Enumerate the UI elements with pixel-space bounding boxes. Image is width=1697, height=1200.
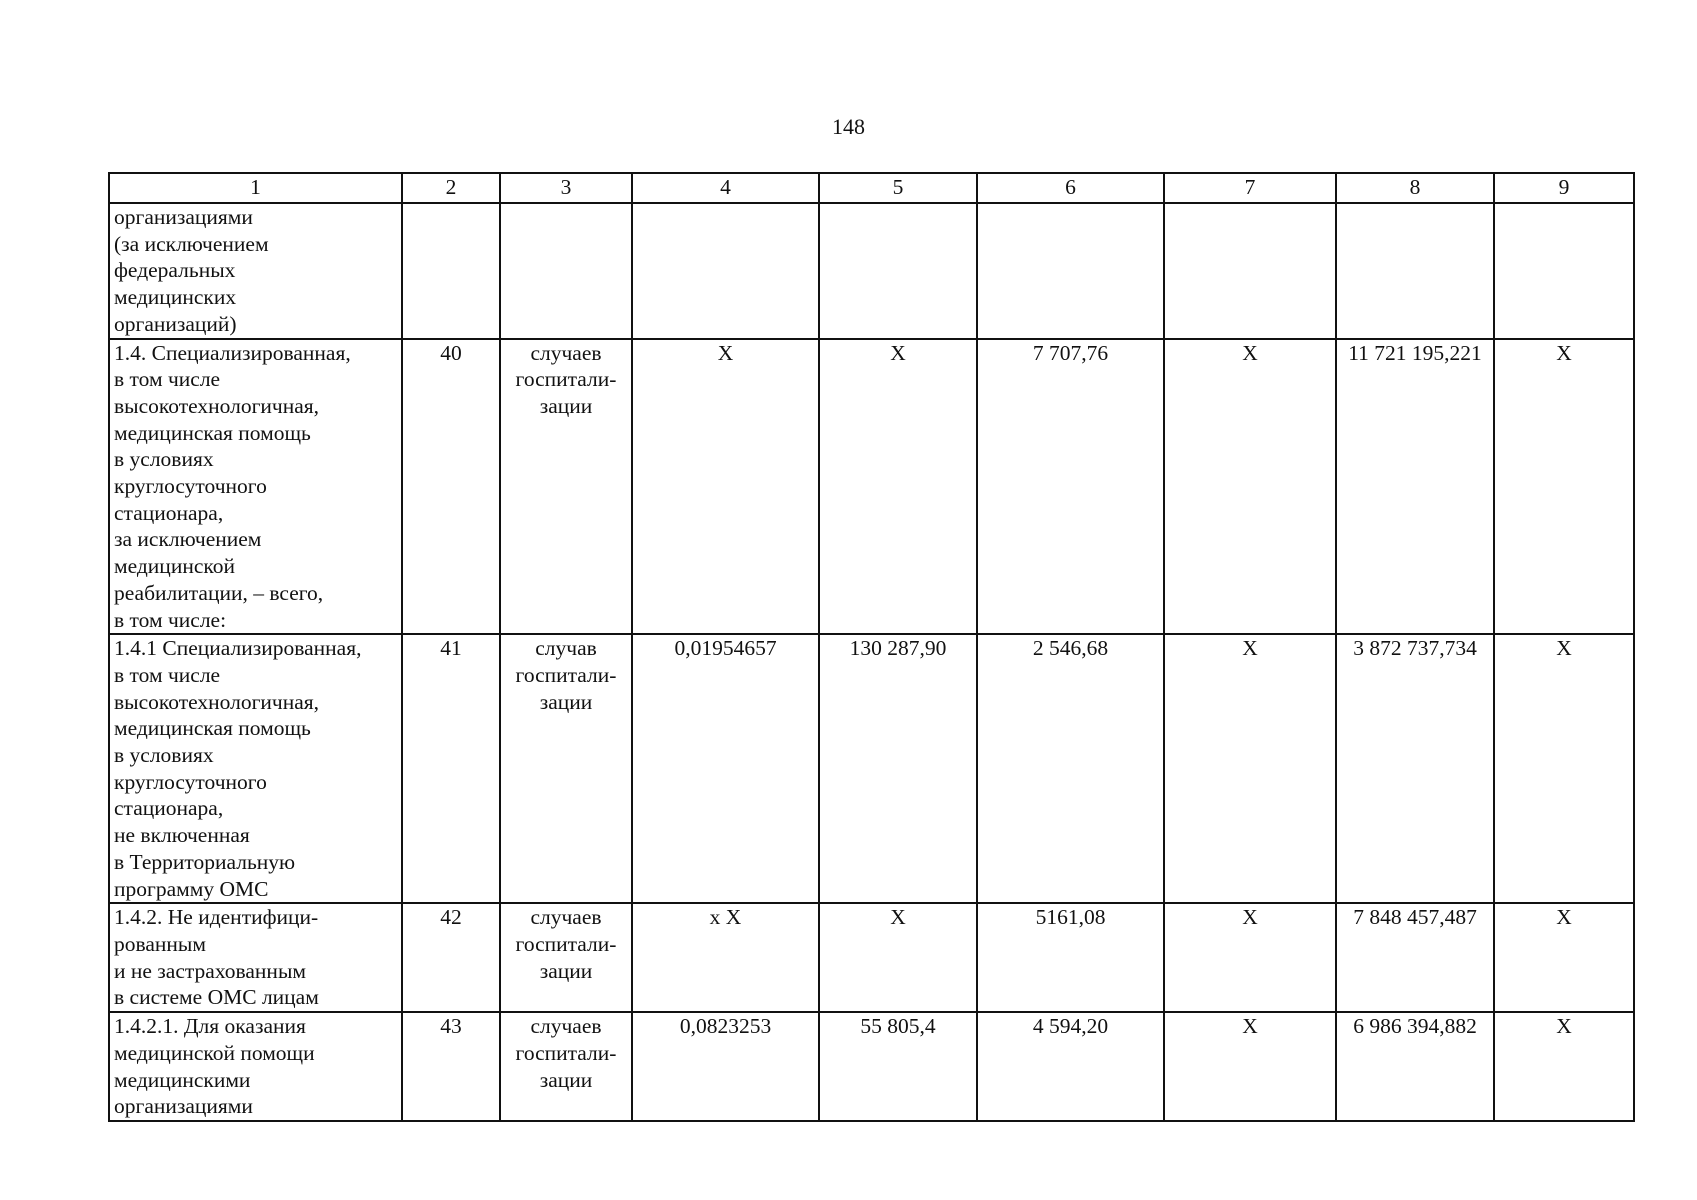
row-number-cell: 42 <box>402 903 500 1012</box>
column-header-8: 8 <box>1336 173 1494 203</box>
value-cell-7 <box>1164 203 1336 339</box>
value-cell-6: 5161,08 <box>977 903 1164 1012</box>
column-header-7: 7 <box>1164 173 1336 203</box>
row-label-cell: 1.4. Специализированная, в том числе высокотехнологичная, медицинская помощь в условиях круглосуточного стационара, за исключением медицинской реабилитации, – всего, в том числе: <box>109 339 402 635</box>
header-row <box>109 173 1634 203</box>
value-cell-9 <box>1494 203 1634 339</box>
column-header-1: 1 <box>109 173 402 203</box>
row-number-cell: 40 <box>402 339 500 635</box>
value-cell-6: 2 546,68 <box>977 634 1164 903</box>
value-cell-9: X <box>1494 339 1634 635</box>
unit-cell <box>500 203 632 339</box>
row-number-cell <box>402 203 500 339</box>
value-cell-7: X <box>1164 339 1336 635</box>
value-cell-5: X <box>819 339 977 635</box>
unit-cell: случаев госпитали- зации <box>500 339 632 635</box>
row-number-cell: 43 <box>402 1012 500 1121</box>
value-cell-5: X <box>819 903 977 1012</box>
data-table <box>108 172 1635 1122</box>
value-cell-8: 7 848 457,487 <box>1336 903 1494 1012</box>
value-cell-7: X <box>1164 1012 1336 1121</box>
value-cell-5: 55 805,4 <box>819 1012 977 1121</box>
value-cell-4 <box>632 203 819 339</box>
value-cell-9: X <box>1494 634 1634 903</box>
table-row <box>109 1012 1634 1121</box>
value-cell-5: 130 287,90 <box>819 634 977 903</box>
value-cell-9: X <box>1494 1012 1634 1121</box>
value-cell-4: 0,01954657 <box>632 634 819 903</box>
table-row <box>109 903 1634 1012</box>
value-cell-7: X <box>1164 634 1336 903</box>
unit-cell: случав госпитали- зации <box>500 634 632 903</box>
row-label-cell: 1.4.2.1. Для оказания медицинской помощи медицинскими организациями <box>109 1012 402 1121</box>
column-header-4: 4 <box>632 173 819 203</box>
value-cell-9: X <box>1494 903 1634 1012</box>
value-cell-8: 3 872 737,734 <box>1336 634 1494 903</box>
column-header-2: 2 <box>402 173 500 203</box>
table-row <box>109 203 1634 339</box>
value-cell-6 <box>977 203 1164 339</box>
value-cell-5 <box>819 203 977 339</box>
table-row <box>109 339 1634 635</box>
value-cell-6: 7 707,76 <box>977 339 1164 635</box>
value-cell-8: 11 721 195,221 <box>1336 339 1494 635</box>
row-label-cell: 1.4.1 Специализированная, в том числе высокотехнологичная, медицинская помощь в условиях круглосуточного стационара, не включенная в Территориальную программу ОМС <box>109 634 402 903</box>
row-label-cell: организациями (за исключением федеральных медицинских организаций) <box>109 203 402 339</box>
page-number: 148 <box>832 114 865 139</box>
table-row <box>109 634 1634 903</box>
column-header-9: 9 <box>1494 173 1634 203</box>
value-cell-7: X <box>1164 903 1336 1012</box>
value-cell-8: 6 986 394,882 <box>1336 1012 1494 1121</box>
value-cell-4: 0,0823253 <box>632 1012 819 1121</box>
row-number-cell: 41 <box>402 634 500 903</box>
column-header-5: 5 <box>819 173 977 203</box>
value-cell-8 <box>1336 203 1494 339</box>
unit-cell: случаев госпитали- зации <box>500 903 632 1012</box>
column-header-6: 6 <box>977 173 1164 203</box>
unit-cell: случаев госпитали- зации <box>500 1012 632 1121</box>
column-header-3: 3 <box>500 173 632 203</box>
value-cell-4: х X <box>632 903 819 1012</box>
row-label-cell: 1.4.2. Не идентифици- рованным и не застрахованным в системе ОМС лицам <box>109 903 402 1012</box>
value-cell-6: 4 594,20 <box>977 1012 1164 1121</box>
value-cell-4: X <box>632 339 819 635</box>
